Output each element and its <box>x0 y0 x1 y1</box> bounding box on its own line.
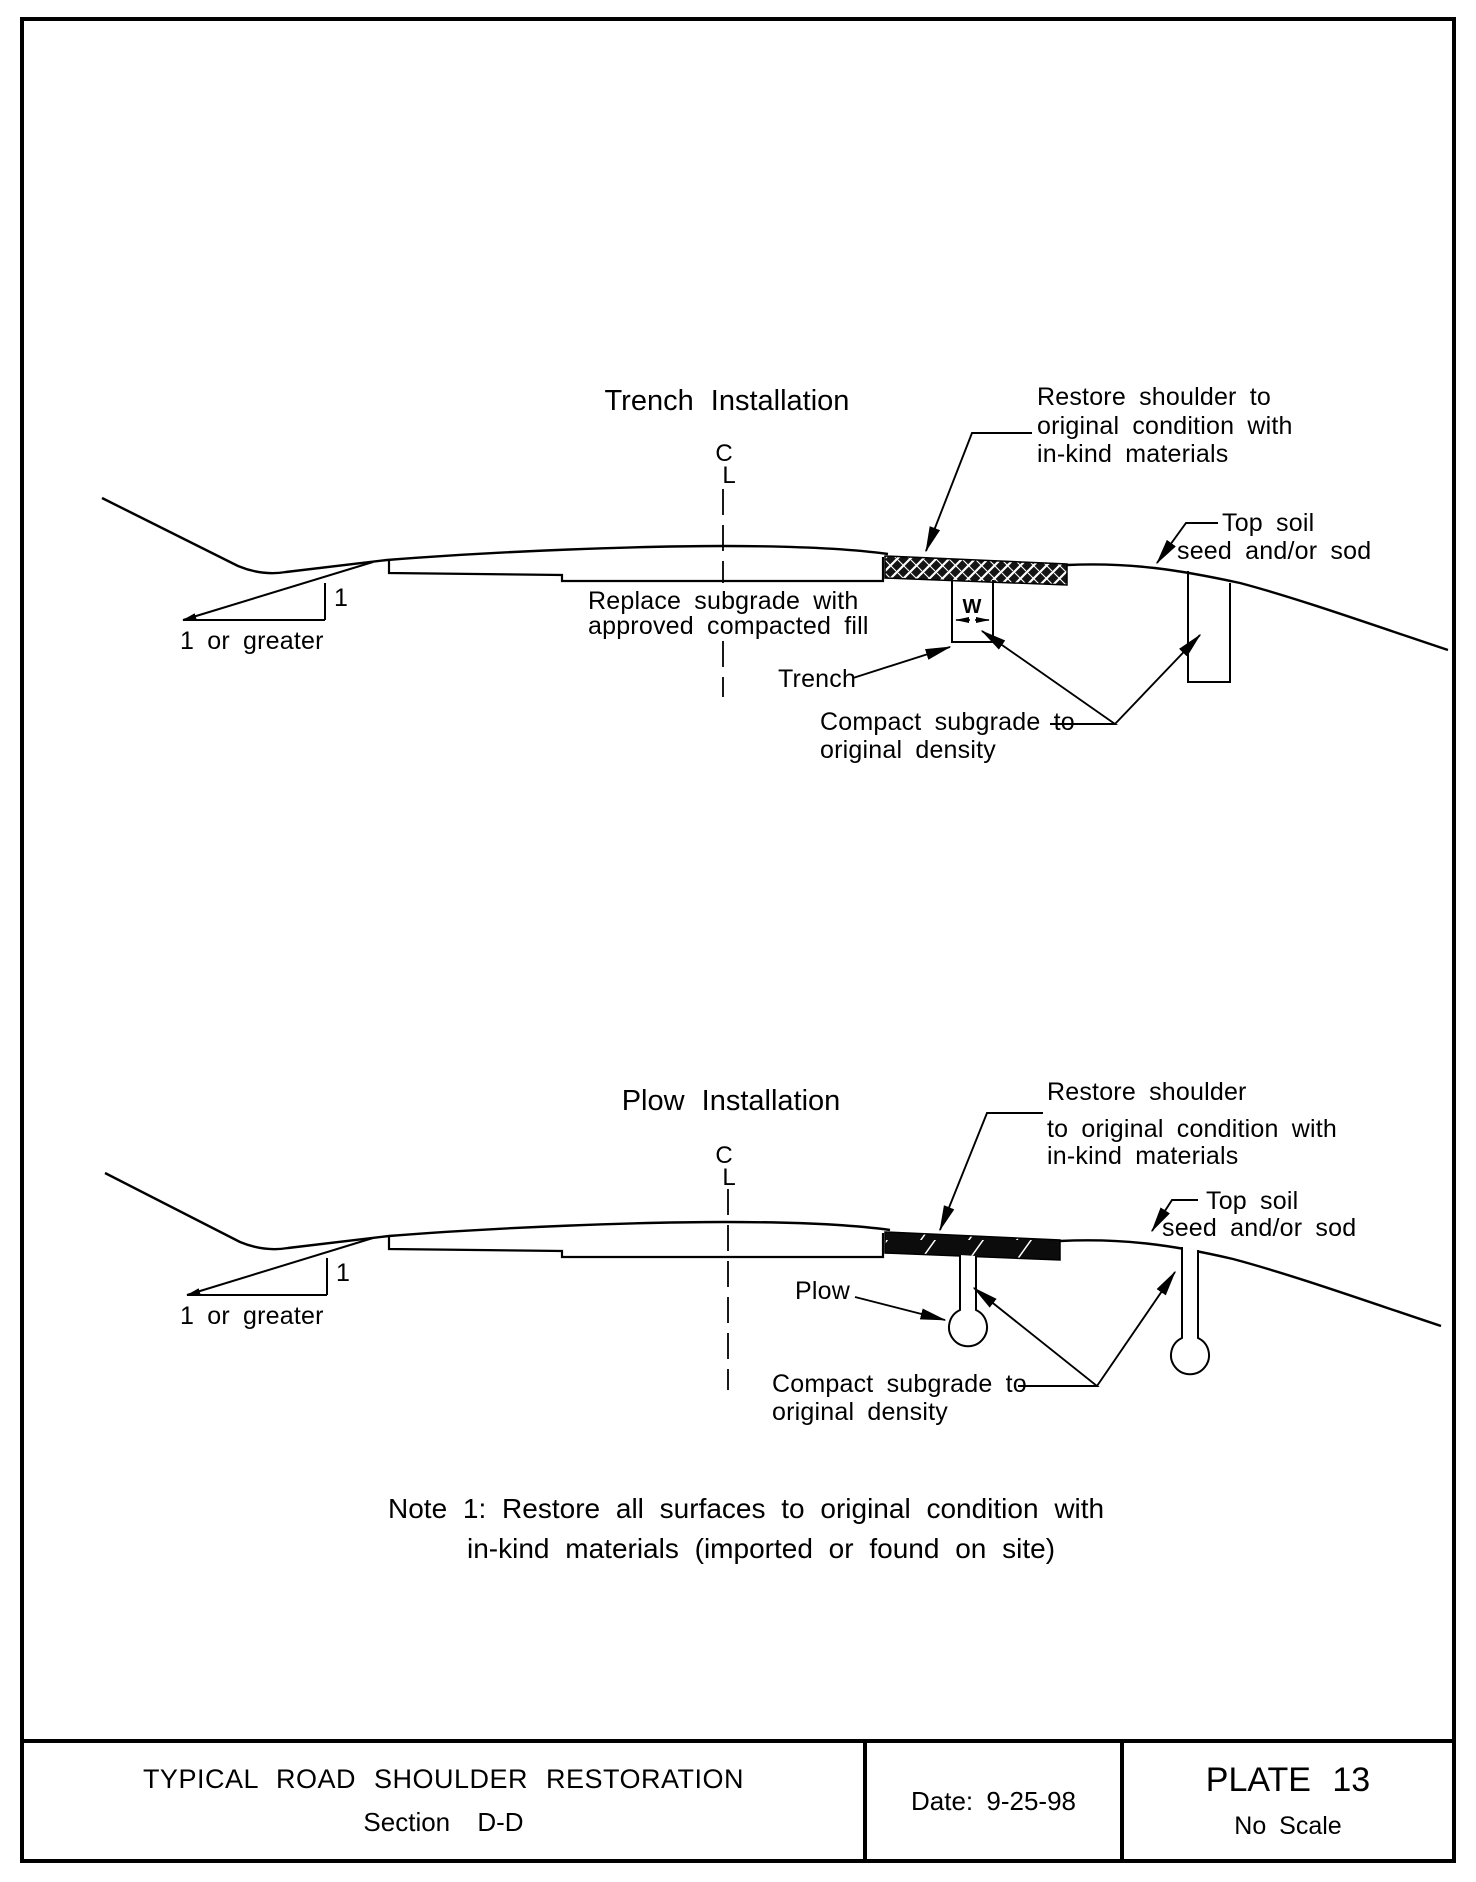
plow-centerline-symbol-c: C <box>715 1142 733 1169</box>
plate-number: PLATE 13 <box>1205 1761 1371 1799</box>
plow-pavement-layer <box>389 1233 883 1257</box>
plow-restore-label-line2: to original condition with <box>1047 1115 1338 1143</box>
plow-label: Plow <box>795 1277 850 1305</box>
leader-restore-shoulder-trench <box>926 433 1032 551</box>
trench-road-profile <box>102 498 888 573</box>
restore-shoulder-label-line2: original condition with <box>1037 412 1293 440</box>
note-line2: in-kind materials (imported or found on site) <box>467 1533 1056 1564</box>
section-label: Section D-D <box>363 1807 524 1837</box>
leader-restore-shoulder-plow <box>940 1113 1043 1230</box>
note-block <box>388 1493 1104 1564</box>
title-block-main-cell <box>24 1743 867 1859</box>
plow-compact-label-line2: original density <box>772 1398 948 1426</box>
trench-slope-run-label: 1 or greater <box>180 627 324 655</box>
plow-restore-label-line3: in-kind materials <box>1047 1142 1239 1170</box>
plow-compact-label-line1: Compact subgrade to <box>772 1370 1027 1398</box>
compact-subgrade-label-line1: Compact subgrade to <box>820 708 1075 736</box>
note-line1: Note 1: Restore all surfaces to original condition with <box>388 1493 1105 1524</box>
replace-subgrade-label-line1: Replace subgrade with <box>588 587 859 615</box>
plow-shape-2 <box>1171 1247 1209 1374</box>
trench-installation-diagram <box>102 383 1448 764</box>
leader-plow-label <box>855 1297 945 1320</box>
plow-ground-right <box>1060 1240 1441 1326</box>
scale-label: No Scale <box>1234 1812 1342 1840</box>
plow-installation-diagram <box>105 1078 1441 1426</box>
leader-trench-label <box>853 647 950 678</box>
replace-subgrade-label-line2: approved compacted fill <box>588 612 869 640</box>
top-soil-label-line2: seed and/or sod <box>1177 537 1372 565</box>
trench-diagram-title: Trench Installation <box>604 385 850 417</box>
title-block-date-cell <box>867 1743 1124 1859</box>
plow-top-soil-label-line1: Top soil <box>1206 1187 1299 1215</box>
trench-centerline-symbol-c: C <box>715 440 733 467</box>
plow-top-soil-label-line2: seed and/or sod <box>1162 1214 1357 1242</box>
plow-slope-rise-label: 1 <box>336 1259 351 1287</box>
restore-shoulder-label-line1: Restore shoulder to <box>1037 383 1271 411</box>
trench-right-excavation <box>1188 571 1230 682</box>
trench-slope-rise-label: 1 <box>334 584 349 612</box>
plow-slope-run-label: 1 or greater <box>180 1302 324 1330</box>
leader-compact-subgrade-plow-b <box>1097 1272 1175 1386</box>
trench-label: Trench <box>778 665 857 693</box>
trench-centerline-symbol-l: L <box>722 462 736 489</box>
trench-restored-shoulder-hatch <box>885 556 1067 585</box>
trench-pavement-layer <box>389 557 883 581</box>
trench-ground-right <box>1067 564 1448 650</box>
compact-subgrade-label-line2: original density <box>820 736 996 764</box>
title-block <box>20 1739 1456 1863</box>
top-soil-label-line1: Top soil <box>1222 509 1315 537</box>
plow-restore-label-line1: Restore shoulder <box>1047 1078 1247 1106</box>
trench-width-label: W <box>962 596 982 618</box>
drawing-title: TYPICAL ROAD SHOULDER RESTORATION <box>142 1764 745 1794</box>
plow-diagram-title: Plow Installation <box>621 1085 841 1117</box>
title-block-plate-cell <box>1124 1743 1452 1859</box>
plow-road-profile <box>105 1173 890 1249</box>
restore-shoulder-label-line3: in-kind materials <box>1037 440 1229 468</box>
plow-centerline-symbol-l: L <box>722 1164 736 1191</box>
date-label: Date: 9-25-98 <box>911 1785 1076 1816</box>
plow-shape-1 <box>949 1255 987 1346</box>
